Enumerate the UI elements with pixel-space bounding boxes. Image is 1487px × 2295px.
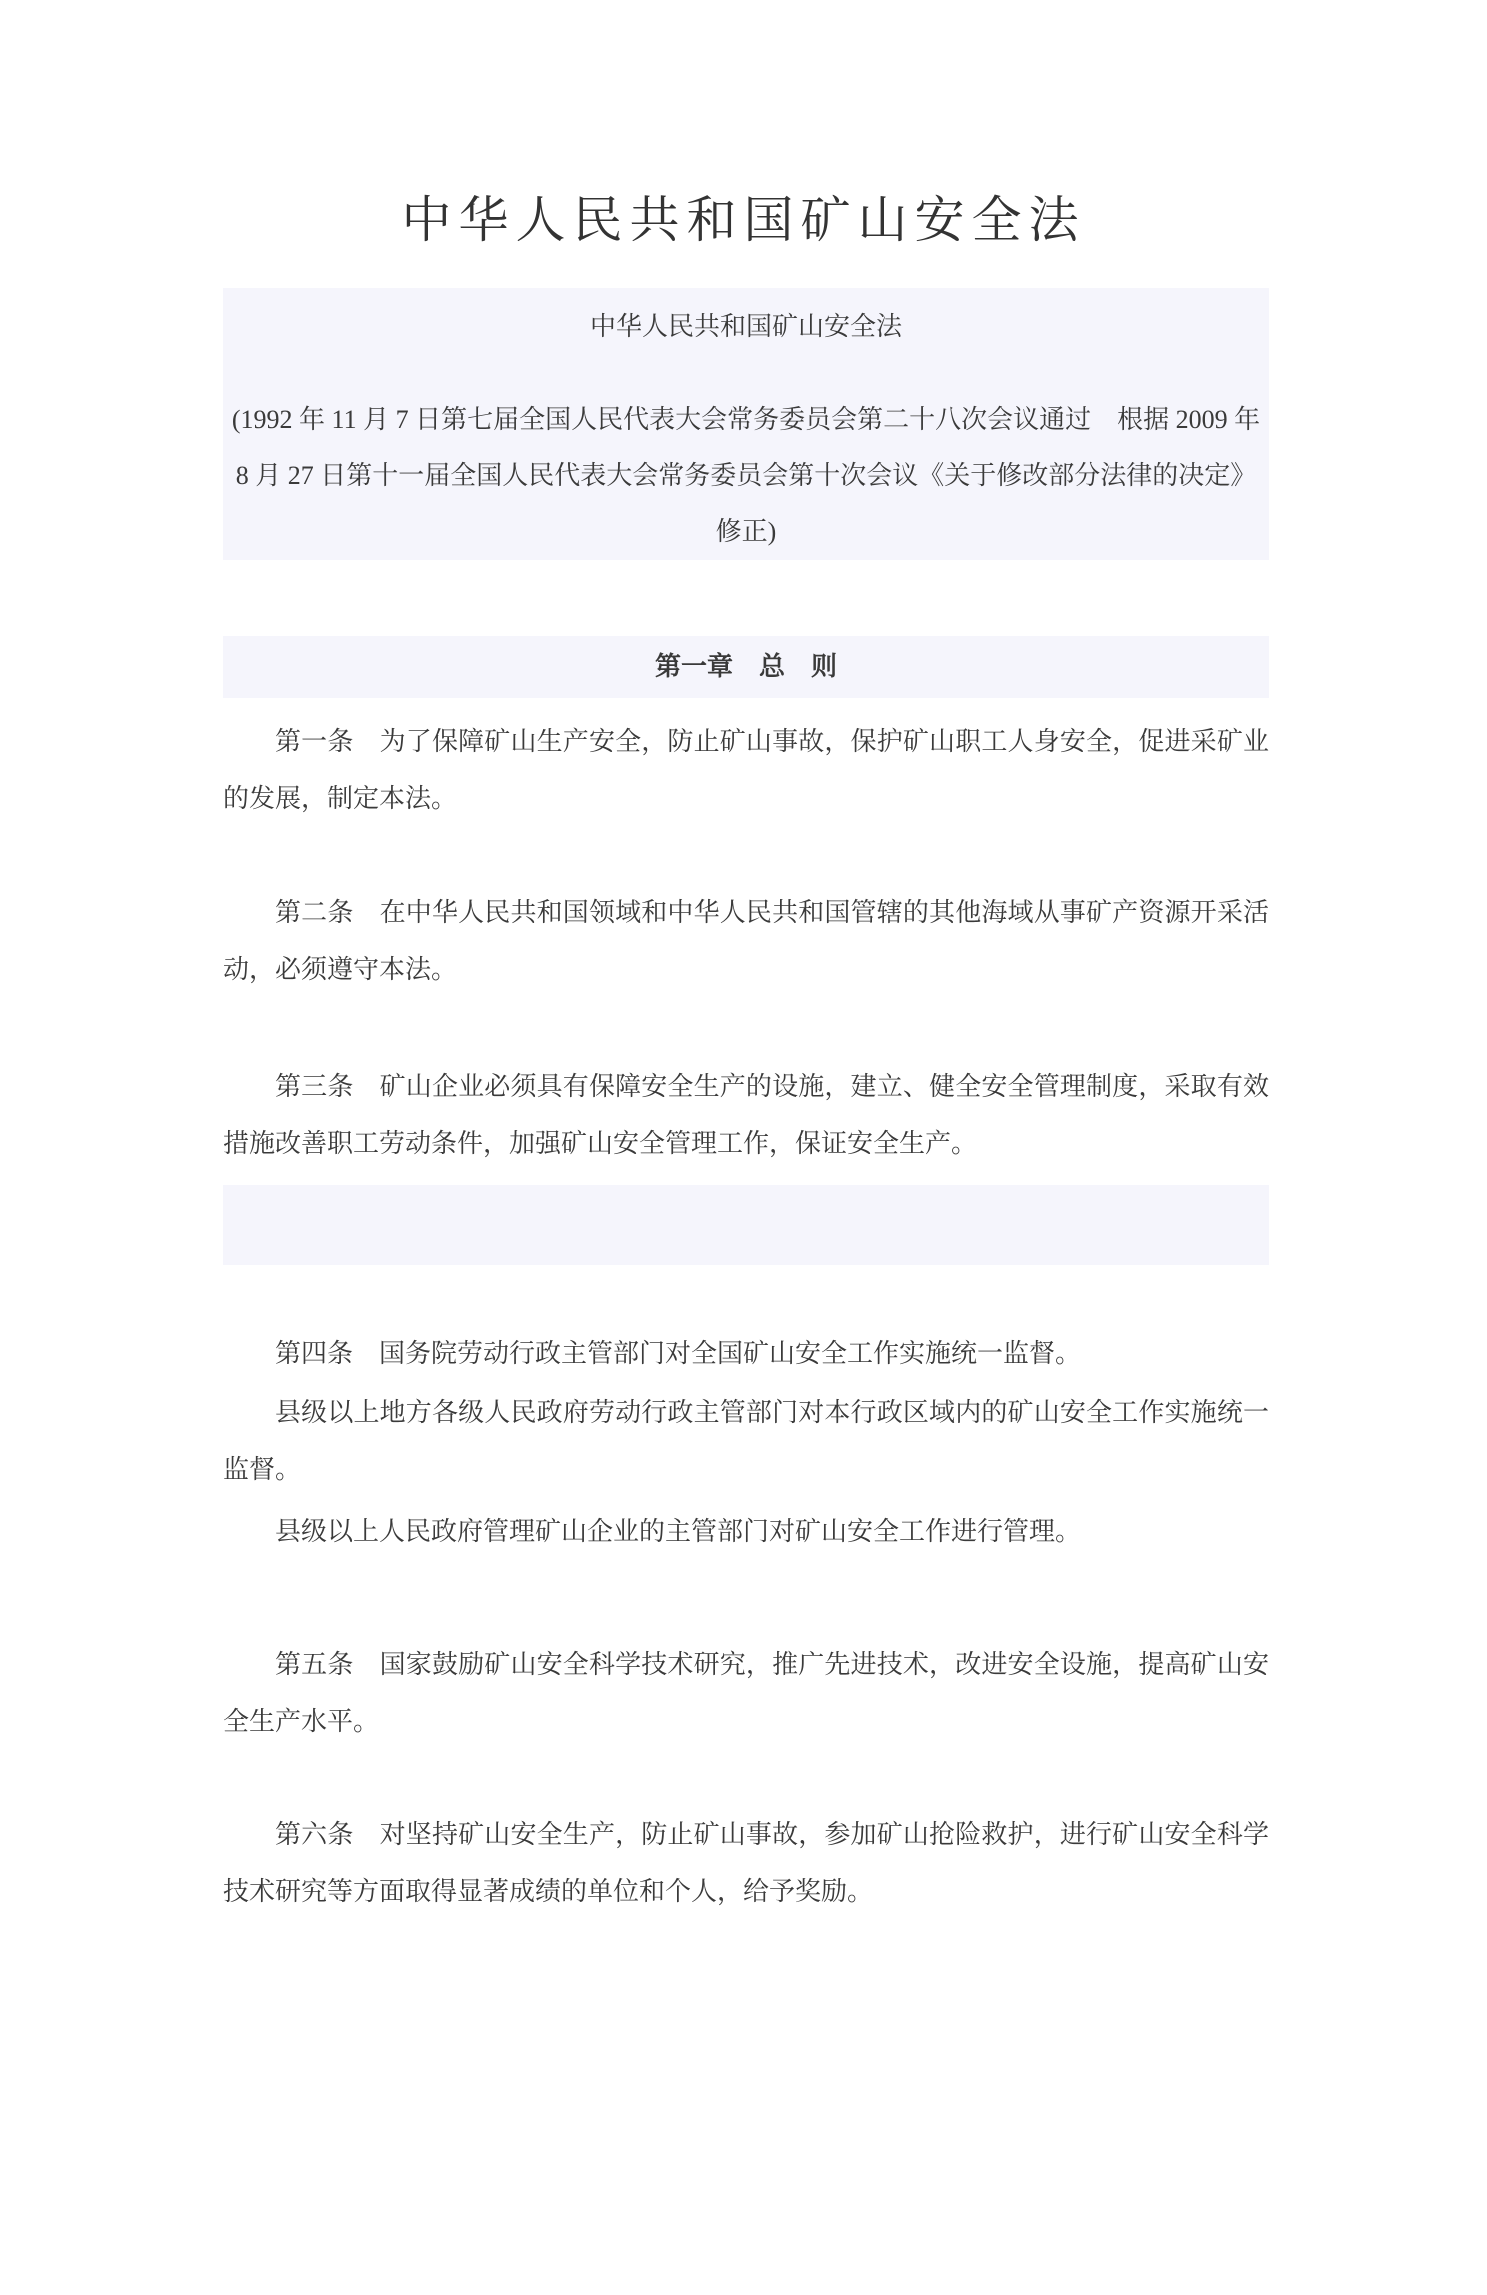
article-4-paragraph-2: 县级以上地方各级人民政府劳动行政主管部门对本行政区域内的矿山安全工作实施统一监督。 [223, 1398, 1269, 1484]
article-3: 第三条 矿山企业必须具有保障安全生产的设施，建立、健全安全管理制度，采取有效措施改善职工劳动条件，加强矿山安全管理工作，保证安全生产。 [223, 1072, 1269, 1158]
document-page [0, 190, 1487, 1920]
article-2: 第二条 在中华人民共和国领域和中华人民共和国管辖的其他海域从事矿产资源开采活动，必须遵守本法。 [223, 898, 1269, 984]
article-6: 第六条 对坚持矿山安全生产，防止矿山事故，参加矿山抢险救护，进行矿山安全科学技术研究等方面取得显著成绩的单位和个人，给予奖励。 [223, 1820, 1269, 1906]
article-5: 第五条 国家鼓励矿山安全科学技术研究，推广先进技术，改进安全设施，提高矿山安全生产水平。 [223, 1650, 1269, 1736]
document-body [223, 288, 1269, 1920]
intro-highlight-box [223, 288, 1269, 560]
article-4-paragraph-3: 县级以上人民政府管理矿山企业的主管部门对矿山安全工作进行管理。 [275, 1517, 1082, 1546]
intro-box-title: 中华人民共和国矿山安全法 [589, 312, 902, 341]
document-main-title: 中华人民共和国矿山安全法 [401, 192, 1086, 248]
article-4: 第四条 国务院劳动行政主管部门对全国矿山安全工作实施统一监督。 [275, 1339, 1082, 1368]
empty-highlight-spacer [223, 1185, 1269, 1265]
chapter-1-heading: 第一章 总 则 [223, 636, 1269, 698]
article-1: 第一条 为了保障矿山生产安全，防止矿山事故，保护矿山职工人身安全，促进采矿业的发展，制定本法。 [223, 727, 1269, 813]
enactment-note: (1992 年 11 月 7 日第七届全国人民代表大会常务委员会第二十八次会议通过 根据 2009 年 8 月 27 日第十一届全国人民代表大会常务委员会第十次会议《关于修改部分法律的决定》修正) [231, 405, 1261, 546]
